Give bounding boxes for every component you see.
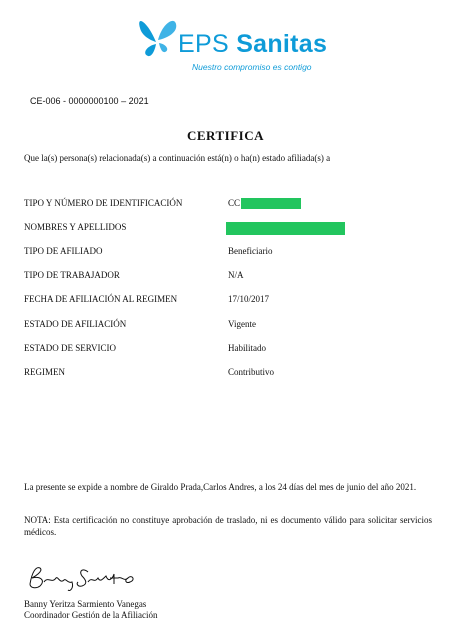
note-paragraph: NOTA: Esta certificación no constituye aprobación de traslado, ni es documento válido para solicitar servicios médicos. xyxy=(24,515,432,537)
brand-name: EPS Sanitas xyxy=(178,30,328,58)
redaction-block xyxy=(241,198,301,209)
field-row-worker-type xyxy=(24,270,424,284)
field-row-service-status xyxy=(24,343,424,357)
field-label: REGIMEN xyxy=(24,367,65,377)
field-row-affiliation-date xyxy=(24,294,424,308)
butterfly-logo-icon xyxy=(134,12,180,60)
field-label: TIPO DE TRABAJADOR xyxy=(24,270,120,280)
field-label: FECHA DE AFILIACIÓN AL REGIMEN xyxy=(24,294,178,304)
field-value: CC xyxy=(228,198,301,209)
document-code: CE-006 - 0000000100 – 2021 xyxy=(30,96,149,106)
field-row-identification xyxy=(24,198,424,212)
field-value: 17/10/2017 xyxy=(228,294,270,304)
document-title: CERTIFICA xyxy=(187,128,264,143)
field-row-names xyxy=(24,222,424,236)
field-value: Habilitado xyxy=(228,343,266,353)
field-label: ESTADO DE SERVICIO xyxy=(24,343,117,353)
signer-name: Banny Yeritza Sarmiento Vanegas xyxy=(24,599,147,609)
intro-text: Que la(s) persona(s) relacionada(s) a continuación está(n) o ha(n) estado afiliada(s) a xyxy=(24,153,331,163)
redaction-block xyxy=(226,222,345,235)
field-label: NOMBRES Y APELLIDOS xyxy=(24,222,127,232)
brand-tagline: Nuestro compromiso es contigo xyxy=(192,62,312,72)
field-label: TIPO DE AFILIADO xyxy=(24,246,103,256)
field-row-affiliation-status xyxy=(24,319,424,333)
field-value xyxy=(226,222,345,235)
handwritten-signature xyxy=(26,562,156,592)
issued-paragraph: La presente se expide a nombre de Giraldo Prada,Carlos Andres, a los 24 días del mes de junio del año 2021. xyxy=(24,482,417,492)
field-row-regime xyxy=(24,367,424,381)
signer-role: Coordinador Gestión de la Afiliación xyxy=(24,610,158,620)
field-value: Vigente xyxy=(228,319,256,329)
field-row-affiliate-type xyxy=(24,246,424,260)
field-value: Beneficiario xyxy=(228,246,273,256)
field-label: TIPO Y NÚMERO DE IDENTIFICACIÓN xyxy=(24,198,183,208)
field-label: ESTADO DE AFILIACIÓN xyxy=(24,319,127,329)
field-value: N/A xyxy=(228,270,244,280)
field-value: Contributivo xyxy=(228,367,275,377)
eps-sanitas-logo xyxy=(134,12,328,74)
